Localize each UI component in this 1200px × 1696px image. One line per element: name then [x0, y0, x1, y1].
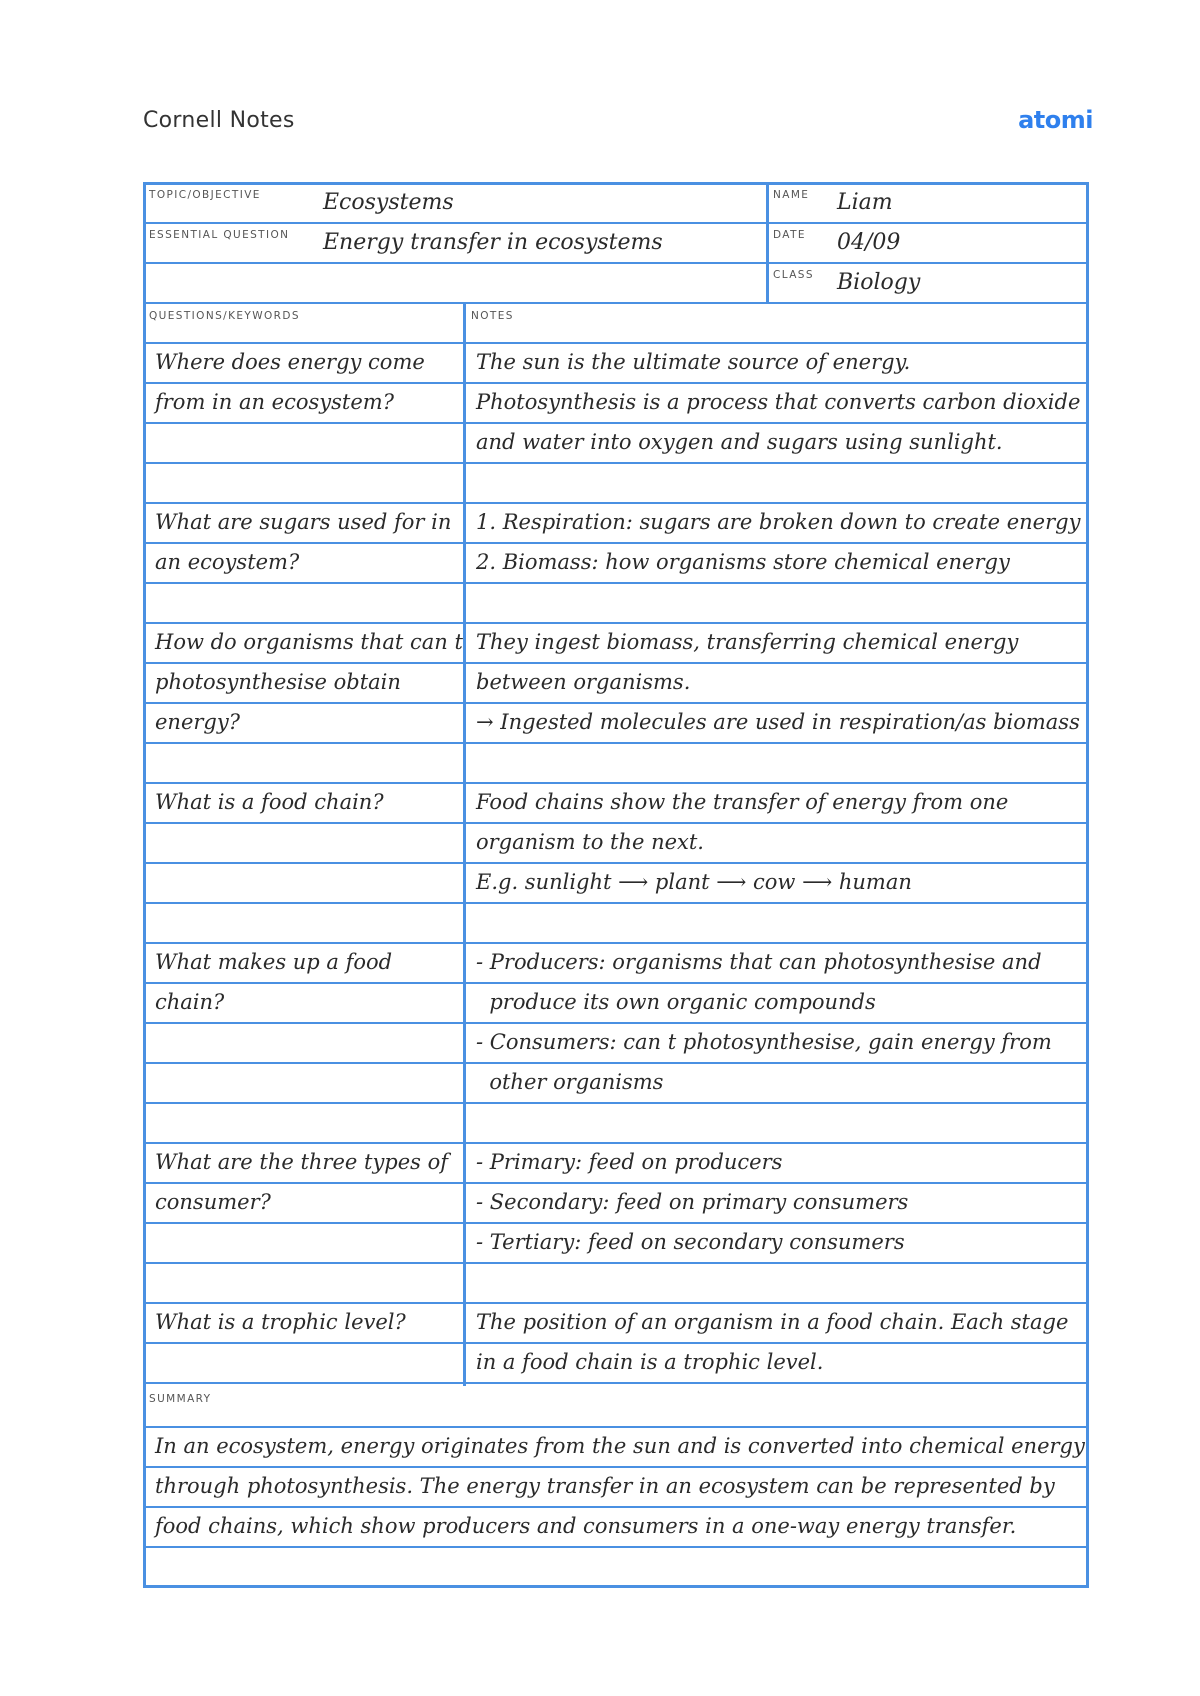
notes-cell[interactable]: other organisms: [476, 1070, 664, 1094]
question-cell[interactable]: Where does energy come: [155, 350, 425, 374]
notes-cell[interactable]: → Ingested molecules are used in respiration/as biomass: [476, 710, 1080, 734]
row-divider: [143, 1302, 1089, 1304]
divider-summary-header: [143, 1426, 1089, 1428]
row-divider: [143, 1182, 1089, 1184]
row-divider: [143, 1062, 1089, 1064]
notes-cell[interactable]: between organisms.: [476, 670, 691, 694]
question-cell[interactable]: What is a trophic level?: [155, 1310, 406, 1334]
question-cell[interactable]: energy?: [155, 710, 240, 734]
row-divider: [143, 542, 1089, 544]
row-divider: [143, 1102, 1089, 1104]
date-label: DATE: [773, 229, 806, 241]
divider-column-header: [143, 342, 1089, 344]
essential-question-label: ESSENTIAL QUESTION: [149, 229, 290, 241]
notes-cell[interactable]: 2. Biomass: how organisms store chemical energy: [476, 550, 1010, 574]
row-divider: [143, 1342, 1089, 1344]
row-divider: [143, 662, 1089, 664]
notes-cell[interactable]: They ingest biomass, transferring chemical energy: [476, 630, 1019, 654]
question-cell[interactable]: photosynthesise obtain: [155, 670, 401, 694]
question-cell[interactable]: from in an ecosystem?: [155, 390, 394, 414]
date-value[interactable]: 04/09: [837, 230, 901, 255]
row-divider: [143, 742, 1089, 744]
divider-info-vertical: [766, 182, 769, 302]
question-cell[interactable]: What are the three types of: [155, 1150, 449, 1174]
summary-label: SUMMARY: [149, 1393, 212, 1405]
notes-cell[interactable]: organism to the next.: [476, 830, 704, 854]
summary-line[interactable]: through photosynthesis. The energy transfer in an ecosystem can be represented by: [155, 1474, 1055, 1498]
notes-cell[interactable]: produce its own organic compounds: [476, 990, 876, 1014]
page-header: [143, 108, 1093, 148]
row-divider: [143, 502, 1089, 504]
row-divider: [143, 1262, 1089, 1264]
document-title: Cornell Notes: [143, 108, 295, 133]
notes-cell[interactable]: and water into oxygen and sugars using sunlight.: [476, 430, 1003, 454]
row-divider: [143, 382, 1089, 384]
notes-cell[interactable]: - Secondary: feed on primary consumers: [476, 1190, 909, 1214]
question-cell[interactable]: What is a food chain?: [155, 790, 384, 814]
row-divider: [143, 702, 1089, 704]
row-divider: [143, 582, 1089, 584]
name-value[interactable]: Liam: [837, 190, 893, 215]
question-cell[interactable]: What makes up a food: [155, 950, 393, 974]
summary-divider: [143, 1506, 1089, 1508]
notes-cell[interactable]: - Tertiary: feed on secondary consumers: [476, 1230, 905, 1254]
notes-cell[interactable]: Photosynthesis is a process that converts carbon dioxide: [476, 390, 1081, 414]
topic-value[interactable]: Ecosystems: [323, 190, 454, 215]
class-label: CLASS: [773, 269, 814, 281]
row-divider: [143, 462, 1089, 464]
summary-line[interactable]: In an ecosystem, energy originates from the sun and is converted into chemical energy: [155, 1434, 1085, 1458]
row-divider: [143, 902, 1089, 904]
divider-info-2: [143, 262, 1089, 264]
questions-column-label: QUESTIONS/KEYWORDS: [149, 310, 300, 322]
topic-label: TOPIC/OBJECTIVE: [149, 189, 261, 201]
question-cell[interactable]: consumer?: [155, 1190, 271, 1214]
question-cell[interactable]: chain?: [155, 990, 225, 1014]
notes-cell[interactable]: E.g. sunlight ⟶ plant ⟶ cow ⟶ human: [476, 870, 912, 894]
question-cell[interactable]: What are sugars used for in: [155, 510, 452, 534]
question-cell[interactable]: an ecoystem?: [155, 550, 300, 574]
atomi-logo: atomi: [1018, 106, 1093, 134]
summary-line[interactable]: food chains, which show producers and consumers in a one-way energy transfer.: [155, 1514, 1017, 1538]
row-divider: [143, 982, 1089, 984]
divider-info-1: [143, 222, 1089, 224]
row-divider: [143, 622, 1089, 624]
row-divider: [143, 1382, 1089, 1384]
notes-cell[interactable]: 1. Respiration: sugars are broken down to create energy: [476, 510, 1081, 534]
notes-cell[interactable]: in a food chain is a trophic level.: [476, 1350, 824, 1374]
notes-cell[interactable]: The position of an organism in a food chain. Each stage: [476, 1310, 1069, 1334]
row-divider: [143, 782, 1089, 784]
question-cell[interactable]: How do organisms that can t: [155, 630, 463, 654]
notes-cell[interactable]: - Producers: organisms that can photosynthesise and: [476, 950, 1042, 974]
row-divider: [143, 862, 1089, 864]
notes-cell[interactable]: Food chains show the transfer of energy from one: [476, 790, 1009, 814]
row-divider: [143, 422, 1089, 424]
row-divider: [143, 1142, 1089, 1144]
summary-divider: [143, 1546, 1089, 1548]
notes-cell[interactable]: The sun is the ultimate source of energy.: [476, 350, 911, 374]
summary-divider: [143, 1466, 1089, 1468]
row-divider: [143, 942, 1089, 944]
notes-column-label: NOTES: [471, 310, 514, 322]
notes-cell[interactable]: - Consumers: can t photosynthesise, gain energy from: [476, 1030, 1052, 1054]
divider-info-3: [143, 302, 1089, 304]
name-label: NAME: [773, 189, 810, 201]
row-divider: [143, 822, 1089, 824]
row-divider: [143, 1022, 1089, 1024]
class-value[interactable]: Biology: [837, 270, 921, 295]
notes-cell[interactable]: - Primary: feed on producers: [476, 1150, 783, 1174]
essential-question-value[interactable]: Energy transfer in ecosystems: [323, 230, 663, 255]
row-divider: [143, 1222, 1089, 1224]
